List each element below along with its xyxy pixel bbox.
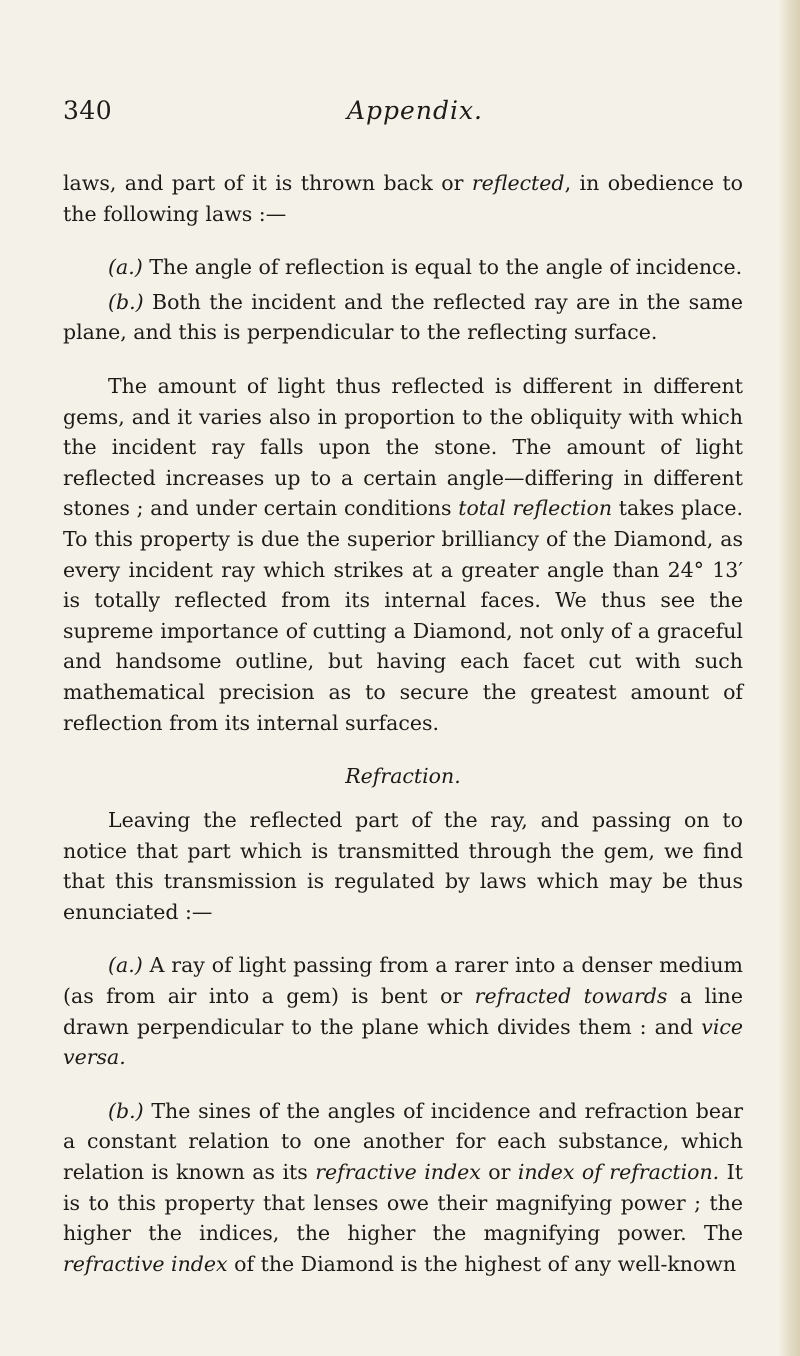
text-run: of the Diamond is the highest of any well-known — [227, 1251, 737, 1276]
text-run: The angle of reflection is equal to the angle of incidence. — [142, 255, 743, 280]
text-run: Both the incident and the reflected ray are in the same plane, and this is perpendicular to the reflecting surface. — [63, 289, 743, 345]
text-run: The amount of light thus reflected is different in different gems, and it varies also in proportion to the obliquity with which the incident ray falls upon the stone. The amount of light reflected increases up to a certain angle—differing in different stones ; and under certain conditions — [63, 373, 743, 521]
text-run: or — [480, 1160, 518, 1185]
law-reflection-a — [63, 252, 743, 283]
emphasis-refracted-towards: refracted towards — [474, 984, 668, 1009]
text-run: Leaving the reflected part of the ray, and passing on to notice that part which is transmitted through the gem, we find that this transmission is regulated by laws which may be thus enunciated :— — [63, 808, 743, 924]
section-heading-refraction: Refraction. — [345, 764, 461, 789]
text-run: laws, and part of it is thrown back or — [63, 171, 472, 195]
paragraph-light-amount — [63, 371, 743, 738]
law-label: (a.) — [108, 953, 143, 978]
text-run: a line drawn perpendicular to the plane which divides them : and — [63, 984, 743, 1039]
page-header — [63, 96, 743, 140]
running-title: Appendix. — [347, 96, 484, 125]
law-reflection-b — [63, 287, 743, 348]
emphasis-reflected: reflected — [471, 171, 565, 195]
emphasis-index-of-refraction: index of refraction. — [517, 1160, 720, 1185]
emphasis-refractive-index: refractive index — [63, 1251, 228, 1276]
page-number: 340 — [63, 96, 113, 125]
law-refraction-a — [63, 950, 743, 1072]
page-edge-shadow — [778, 0, 800, 1356]
page-body — [63, 168, 743, 1302]
text-run: The sines of the angles of incidence and refraction bear a constant relation to one another for each substance, which relation is known as its — [63, 1098, 743, 1185]
text-run: It is to this property that lenses owe their magnifying power ; the higher the indices, the higher the magnifying power. The — [63, 1160, 743, 1246]
law-label: (a.) — [108, 255, 143, 280]
text-run: , in obedience to the following laws :— — [63, 171, 743, 226]
paragraph-transmission — [63, 805, 743, 927]
law-label: (b.) — [108, 1098, 144, 1123]
law-refraction-b — [63, 1096, 743, 1280]
emphasis-vice-versa: vice versa. — [63, 1014, 743, 1070]
text-run: takes place. To this property is due the superior brilliancy of the Diamond, as every incident ray which strikes at a greater angle than 24° 13′ is totally reflected from its internal faces. We thus see the supreme importance of cutting a Diamond, not only of a graceful and handsome outline, but having each facet cut with such mathematical precision as to secure the greatest amount of reflection from its internal surfaces. — [63, 496, 743, 735]
text-run: A ray of light passing from a rarer into a denser medium (as from air into a gem) is bent or — [63, 953, 743, 1009]
emphasis-total-reflection: total reflection — [458, 496, 613, 521]
law-label: (b.) — [108, 289, 144, 314]
emphasis-refractive-index: refractive index — [315, 1160, 481, 1185]
paragraph-reflection-intro — [63, 168, 743, 229]
